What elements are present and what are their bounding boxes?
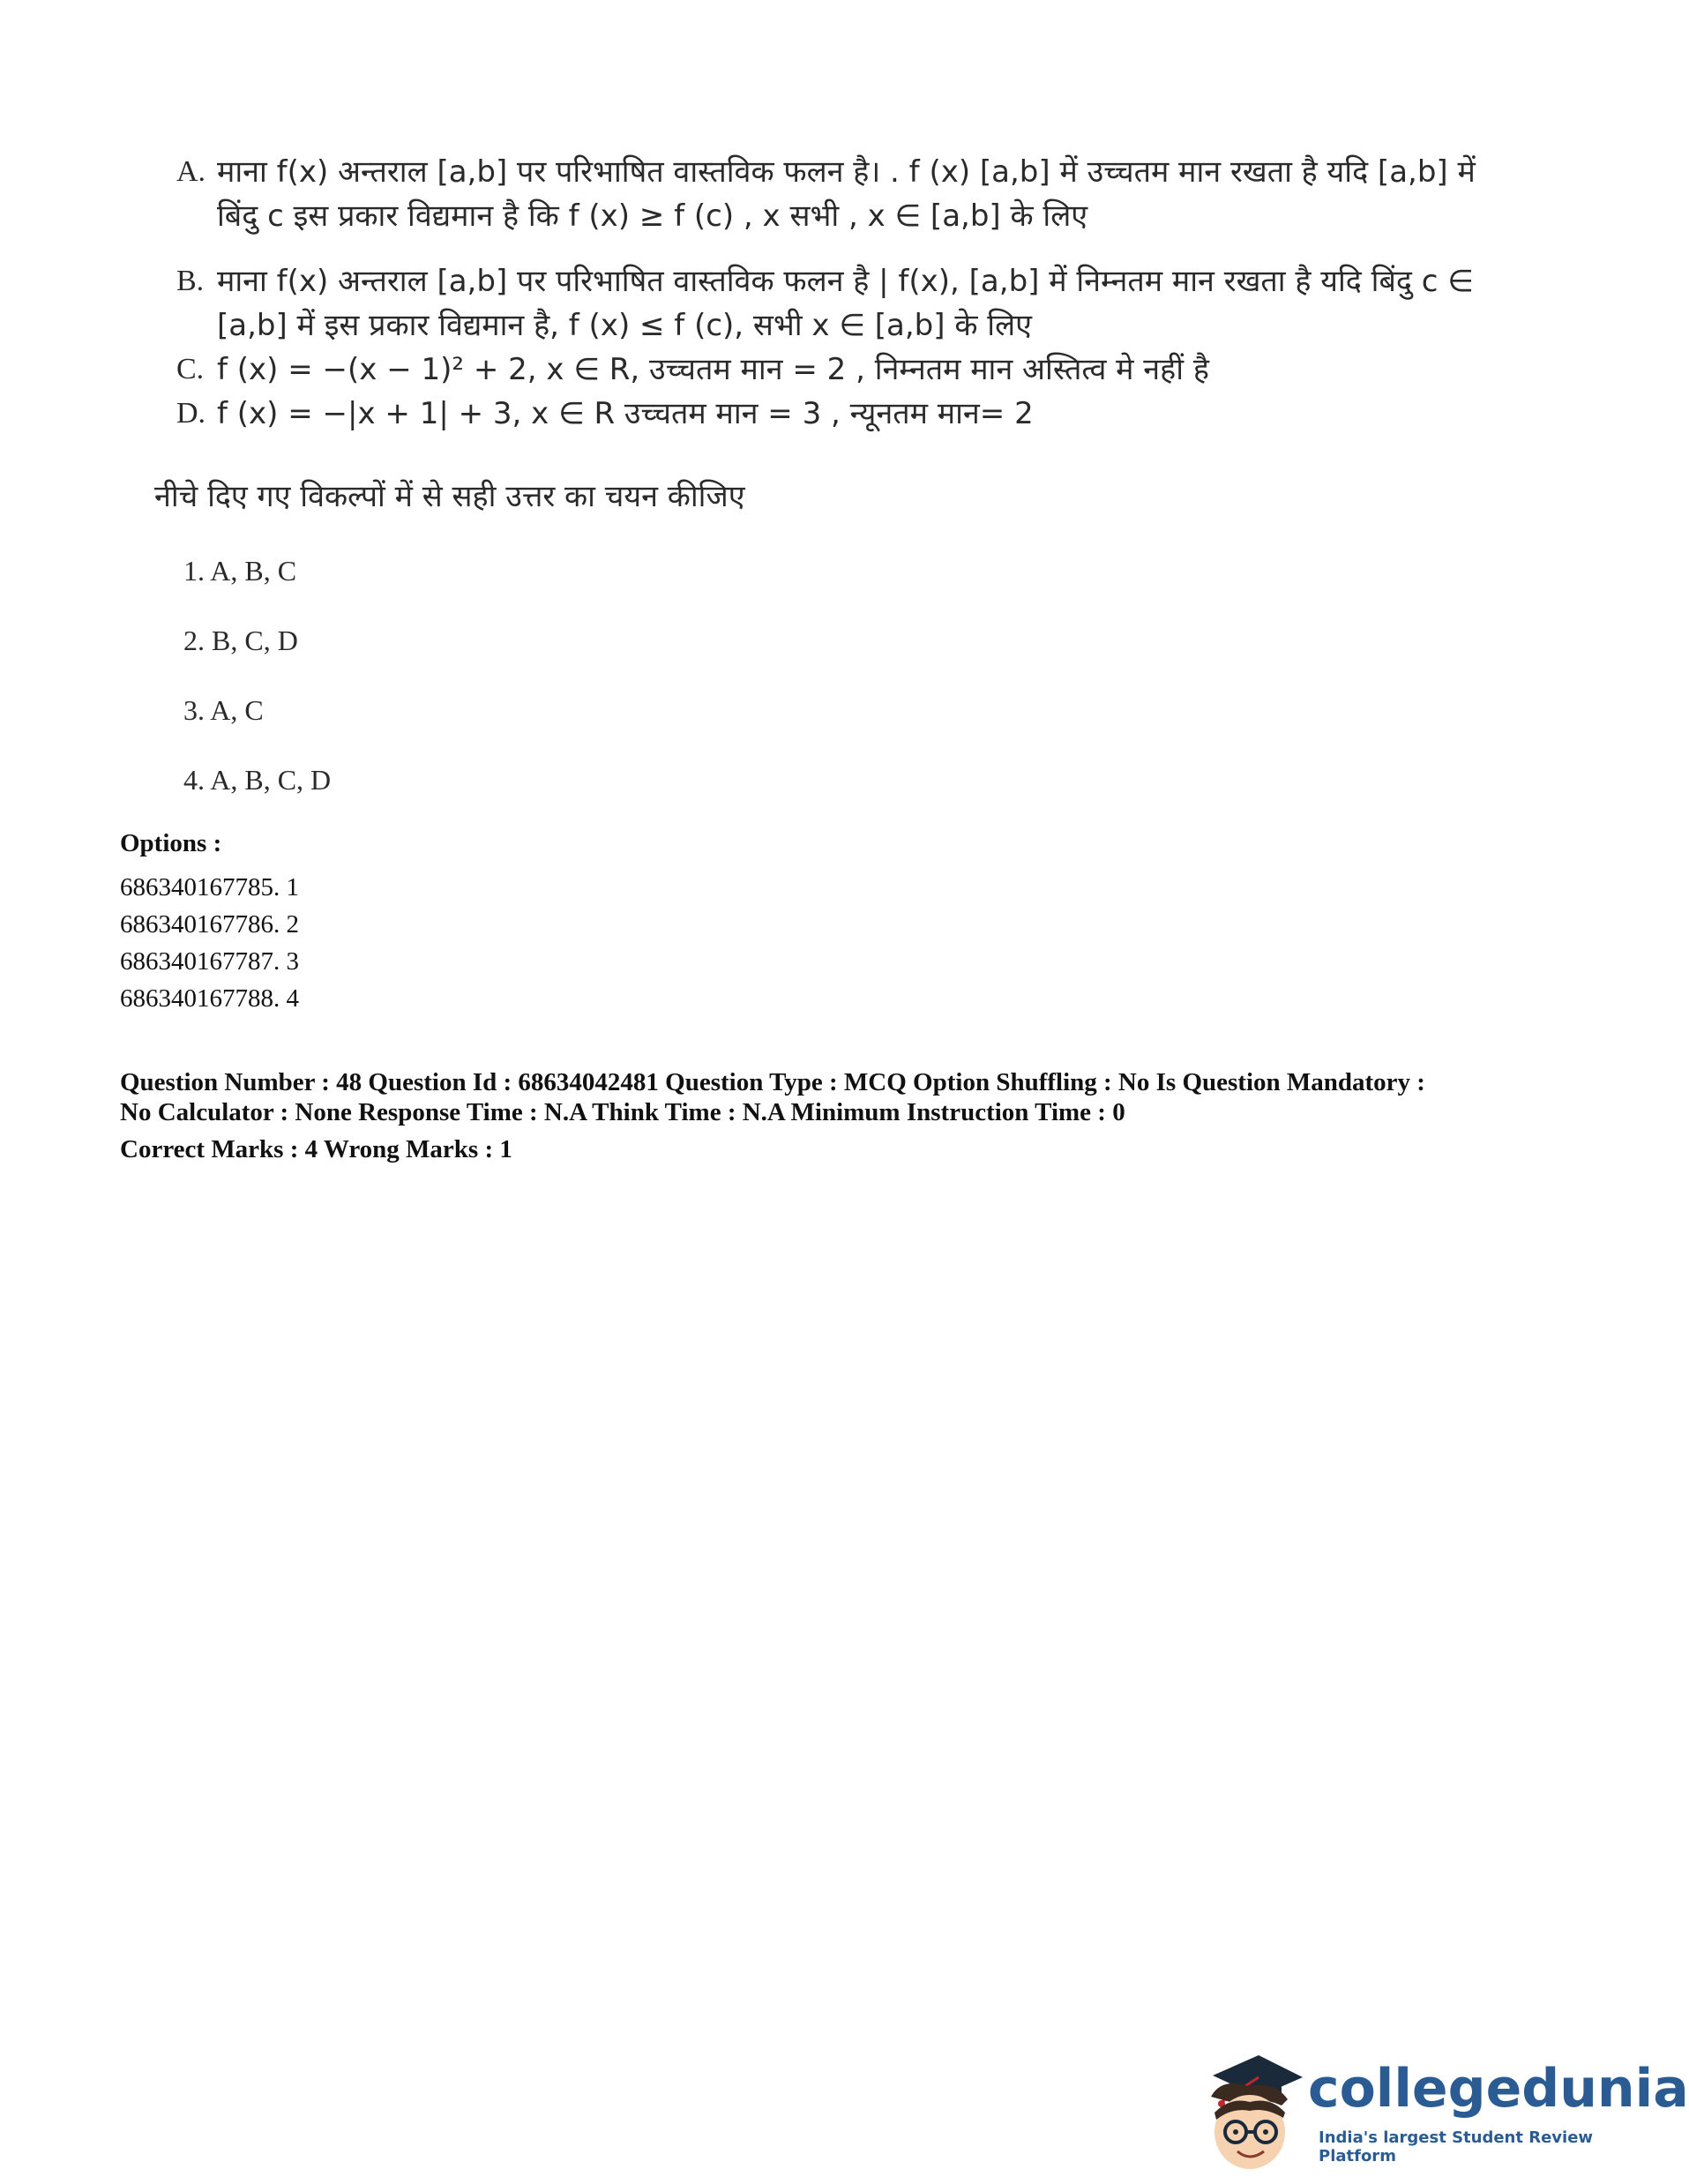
meta-line: No Calculator : None Response Time : N.A Think Time : N.A Minimum Instruction Time : 0 [120,1098,1125,1126]
option-item: 686340167788. 4 [120,984,299,1013]
statement-text: माना f(x) अन्तराल [a,b] पर परिभाषित वास्तविक फलन है | f(x), [a,b] में निम्नतम मान रखता है यदि बिंदु c ∈ [a,b] में इस प्रकार विद्यमान है, f (x) ≤ f (c), सभी x ∈ [a,b] के लिए [217,264,1474,343]
statement-label: B. [176,265,205,297]
option-item: 686340167787. 3 [120,947,299,976]
mascot-icon [1195,2051,1310,2174]
statement-label: A. [176,155,206,188]
statement-label: C. [176,353,205,385]
marks-line: Correct Marks : 4 Wrong Marks : 1 [120,1135,512,1163]
statement-b [176,259,1482,348]
answer-choices [183,549,331,827]
statement-text: f (x) = −|x + 1| + 3, x ∈ R उच्चतम मान = 3 , न्यूनतम मान= 2 [217,396,1034,431]
statement-text: f (x) = −(x − 1)² + 2, x ∈ R, उच्चतम मान = 2 , निम्नतम मान अस्तित्व मे नहीं है [217,352,1209,387]
statement-a [176,150,1482,238]
collegedunia-logo [1195,2051,1689,2174]
brand-name: collegedunia [1308,2058,1689,2120]
meta-line: Question Number : 48 Question Id : 68634042481 Question Type : MCQ Option Shuffling : No Is Question Mandatory : [120,1068,1425,1096]
statements [176,150,1482,436]
statement-label: D. [176,397,206,430]
choice-item: 1. A, B, C [183,555,297,587]
options-list [120,869,299,1017]
option-item: 686340167786. 2 [120,910,299,939]
choice-item: 4. A, B, C, D [183,764,332,796]
choice-item: 3. A, C [183,694,264,726]
instruction-text: नीचे दिए गए विकल्पों में से सही उत्तर का चयन कीजिए [154,479,745,514]
choice-item: 2. B, C, D [183,625,298,656]
statement-c [176,348,1482,392]
statement-text: माना f(x) अन्तराल [a,b] पर परिभाषित वास्तविक फलन है। . f (x) [a,b] में उच्चतम मान रखता है यदि [a,b] में बिंदु c इस प्रकार विद्यमान है कि f (x) ≥ f (c) , x सभी , x ∈ [a,b] के लिए [217,154,1476,234]
brand-tagline: India's largest Student Review Platform [1319,2128,1594,2165]
options-heading: Options : [120,829,222,857]
question-meta [120,1067,1531,1164]
statement-d [176,392,1482,436]
option-item: 686340167785. 1 [120,873,299,901]
